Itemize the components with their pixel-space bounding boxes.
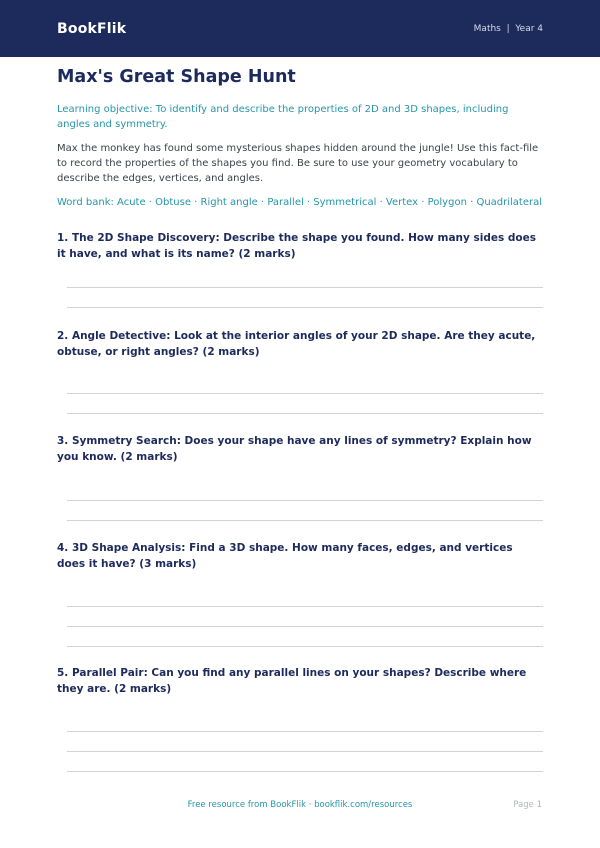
page-footer	[0, 800, 600, 814]
answer-line[interactable]	[67, 626, 543, 627]
answer-lines-1	[67, 287, 543, 308]
question-3: 3. Symmetry Search: Does your shape have any lines of symmetry? Explain how you know. (2 marks)	[57, 435, 532, 463]
answer-line[interactable]	[67, 771, 543, 772]
answer-line[interactable]	[67, 606, 543, 607]
answer-line[interactable]	[67, 751, 543, 752]
worksheet-content	[57, 66, 543, 772]
answer-line[interactable]	[67, 307, 543, 308]
answer-lines-3	[67, 500, 543, 521]
intro-text: Max the monkey has found some mysterious shapes hidden around the jungle! Use this fact-file to record the properties of the shapes you find. Be sure to use your geometry vocabulary to describe the edges, vertices, and angles.	[57, 143, 539, 184]
footer-credit-link[interactable]: Free resource from BookFlik · bookflik.com/resources	[187, 800, 413, 810]
answer-line[interactable]	[67, 731, 543, 732]
answer-line[interactable]	[67, 520, 543, 521]
answer-line[interactable]	[67, 500, 543, 501]
learning-objective: Learning objective: To identify and describe the properties of 2D and 3D shapes, including angles and symmetry.	[57, 104, 509, 130]
question-2: 2. Angle Detective: Look at the interior angles of your 2D shape. Are they acute, obtuse, or right angles? (2 marks)	[57, 330, 536, 358]
answer-lines-2	[67, 393, 543, 414]
page-header	[0, 0, 600, 57]
question-5: 5. Parallel Pair: Can you find any parallel lines on your shapes? Describe where they are. (2 marks)	[57, 667, 527, 695]
subject-year-label: Maths | Year 4	[473, 23, 543, 34]
brand-logo: BookFlik	[57, 20, 127, 37]
answer-line[interactable]	[67, 413, 543, 414]
answer-line[interactable]	[67, 393, 543, 394]
word-bank: Word bank: Acute · Obtuse · Right angle · Parallel · Symmetrical · Vertex · Polygon · Quadrilateral	[57, 197, 543, 208]
answer-line[interactable]	[67, 287, 543, 288]
page-title: Max's Great Shape Hunt	[57, 67, 296, 87]
question-4: 4. 3D Shape Analysis: Find a 3D shape. How many faces, edges, and vertices does it have? (3 marks)	[57, 542, 513, 570]
answer-lines-5	[67, 731, 543, 772]
answer-lines-4	[67, 606, 543, 647]
page-number: Page 1	[513, 800, 542, 810]
answer-line[interactable]	[67, 646, 543, 647]
question-1: 1. The 2D Shape Discovery: Describe the shape you found. How many sides does it have, and what is its name? (2 marks)	[57, 232, 536, 260]
